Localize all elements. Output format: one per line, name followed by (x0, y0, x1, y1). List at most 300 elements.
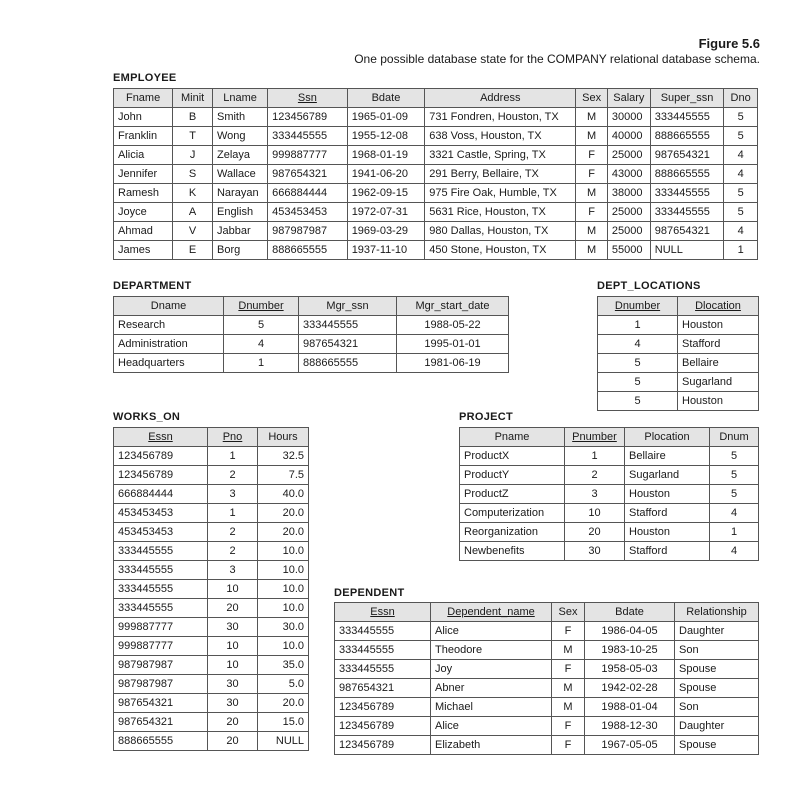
table-row (460, 447, 759, 466)
table-cell: 4 (724, 146, 758, 165)
table-cell: 1 (724, 241, 758, 260)
table-cell: M (576, 127, 608, 146)
table-cell: 999887777 (268, 146, 348, 165)
header-row (114, 297, 509, 316)
table-cell: 5.0 (258, 675, 309, 694)
table-row (335, 736, 759, 755)
column-header: Dlocation (678, 297, 759, 316)
table-row (114, 675, 309, 694)
table-cell: 1965-01-09 (347, 108, 425, 127)
table-cell: 20 (208, 599, 258, 618)
table-cell: 987654321 (268, 165, 348, 184)
table-cell: 450 Stone, Houston, TX (425, 241, 576, 260)
table-cell: K (173, 184, 213, 203)
table-row (114, 184, 758, 203)
table-cell: Joyce (114, 203, 173, 222)
table-cell: 25000 (607, 146, 650, 165)
table-cell: ProductX (460, 447, 565, 466)
table-cell: 1962-09-15 (347, 184, 425, 203)
table-cell: 333445555 (650, 203, 723, 222)
table-row (114, 485, 309, 504)
table-row (114, 599, 309, 618)
table-row (335, 679, 759, 698)
column-header: Sex (576, 89, 608, 108)
table-cell: 5 (224, 316, 299, 335)
table-cell: 1969-03-29 (347, 222, 425, 241)
table-cell: 20 (208, 732, 258, 751)
table-cell: Abner (431, 679, 552, 698)
table-cell: 333445555 (114, 561, 208, 580)
table-cell: Spouse (675, 660, 759, 679)
table-cell: Alice (431, 622, 552, 641)
dept-locations-table-title: DEPT_LOCATIONS (597, 280, 701, 292)
table-cell: 987654321 (650, 146, 723, 165)
table-cell: 10 (565, 504, 625, 523)
table-row (114, 354, 509, 373)
table-cell: M (576, 184, 608, 203)
column-header: Fname (114, 89, 173, 108)
column-header: Dname (114, 297, 224, 316)
table-cell: Spouse (675, 679, 759, 698)
table-cell: 5631 Rice, Houston, TX (425, 203, 576, 222)
column-header: Dnum (710, 428, 759, 447)
table-cell: 333445555 (335, 622, 431, 641)
table-cell: 3 (208, 485, 258, 504)
table-cell: 1 (565, 447, 625, 466)
table-cell: Daughter (675, 717, 759, 736)
table-row (114, 316, 509, 335)
table-cell: Ahmad (114, 222, 173, 241)
table-cell: Research (114, 316, 224, 335)
table-cell: 7.5 (258, 466, 309, 485)
table-cell: E (173, 241, 213, 260)
table-cell: 43000 (607, 165, 650, 184)
table-cell: 4 (724, 165, 758, 184)
table-cell: 15.0 (258, 713, 309, 732)
table-cell: 5 (724, 127, 758, 146)
table-cell: 1968-01-19 (347, 146, 425, 165)
table-row (114, 447, 309, 466)
table-cell: 10 (208, 637, 258, 656)
column-header: Dnumber (224, 297, 299, 316)
column-header: Ssn (268, 89, 348, 108)
table-row (598, 392, 759, 411)
table-row (114, 146, 758, 165)
table-row (335, 641, 759, 660)
table-cell: 123456789 (114, 466, 208, 485)
table-cell: 5 (598, 354, 678, 373)
table-row (335, 660, 759, 679)
table-cell: 975 Fire Oak, Humble, TX (425, 184, 576, 203)
column-header: Pnumber (565, 428, 625, 447)
table-cell: A (173, 203, 213, 222)
table-cell: 38000 (607, 184, 650, 203)
table-cell: 3321 Castle, Spring, TX (425, 146, 576, 165)
table-cell: Reorganization (460, 523, 565, 542)
table-cell: 5 (724, 203, 758, 222)
header-row (114, 89, 758, 108)
department-table (113, 296, 509, 373)
table-cell: 2 (565, 466, 625, 485)
column-header: Bdate (585, 603, 675, 622)
table-cell: 333445555 (650, 184, 723, 203)
column-header: Essn (114, 428, 208, 447)
table-cell: 123456789 (335, 736, 431, 755)
table-row (460, 523, 759, 542)
table-cell: Administration (114, 335, 224, 354)
table-cell: 5 (724, 108, 758, 127)
table-cell: Michael (431, 698, 552, 717)
table-cell: Son (675, 641, 759, 660)
table-cell: 10 (208, 580, 258, 599)
table-cell: 666884444 (268, 184, 348, 203)
column-header: Dependent_name (431, 603, 552, 622)
column-header: Super_ssn (650, 89, 723, 108)
table-cell: 333445555 (335, 641, 431, 660)
table-cell: 987654321 (335, 679, 431, 698)
table-cell: 20 (208, 713, 258, 732)
table-cell: 291 Berry, Bellaire, TX (425, 165, 576, 184)
table-cell: 10 (208, 656, 258, 675)
table-cell: 1955-12-08 (347, 127, 425, 146)
table-cell: 32.5 (258, 447, 309, 466)
table-cell: Newbenefits (460, 542, 565, 561)
table-cell: J (173, 146, 213, 165)
project-table (459, 427, 759, 561)
table-cell: F (552, 660, 585, 679)
header-row (598, 297, 759, 316)
table-cell: 1941-06-20 (347, 165, 425, 184)
table-cell: Wong (212, 127, 267, 146)
table-row (114, 504, 309, 523)
table-cell: 4 (224, 335, 299, 354)
table-row (335, 698, 759, 717)
table-row (598, 316, 759, 335)
table-cell: 888665555 (268, 241, 348, 260)
table-cell: Alice (431, 717, 552, 736)
table-cell: 453453453 (268, 203, 348, 222)
table-cell: M (576, 108, 608, 127)
table-cell: Borg (212, 241, 267, 260)
table-cell: Son (675, 698, 759, 717)
table-cell: 5 (598, 392, 678, 411)
table-row (114, 732, 309, 751)
department-table-title: DEPARTMENT (113, 280, 192, 292)
table-cell: Joy (431, 660, 552, 679)
dependent-table (334, 602, 759, 755)
table-cell: Franklin (114, 127, 173, 146)
table-cell: 30 (208, 694, 258, 713)
table-cell: Computerization (460, 504, 565, 523)
column-header: Mgr_ssn (299, 297, 397, 316)
table-cell: 987987987 (114, 656, 208, 675)
table-cell: 987654321 (299, 335, 397, 354)
table-cell: Ramesh (114, 184, 173, 203)
table-cell: 666884444 (114, 485, 208, 504)
table-cell: S (173, 165, 213, 184)
table-cell: Stafford (678, 335, 759, 354)
project-table-title: PROJECT (459, 411, 514, 423)
table-cell: 123456789 (268, 108, 348, 127)
figure-label: Figure 5.6 (698, 36, 760, 51)
table-cell: 10.0 (258, 580, 309, 599)
table-cell: 453453453 (114, 523, 208, 542)
table-cell: Houston (625, 485, 710, 504)
table-cell: 1988-12-30 (585, 717, 675, 736)
table-cell: 2 (208, 523, 258, 542)
table-cell: ProductY (460, 466, 565, 485)
table-cell: M (552, 698, 585, 717)
table-cell: 333445555 (268, 127, 348, 146)
table-cell: 123456789 (335, 698, 431, 717)
table-cell: 1983-10-25 (585, 641, 675, 660)
table-cell: 333445555 (114, 580, 208, 599)
table-row (114, 542, 309, 561)
table-cell: 4 (710, 542, 759, 561)
header-row (335, 603, 759, 622)
table-cell: 1988-05-22 (397, 316, 509, 335)
table-cell: Jabbar (212, 222, 267, 241)
table-cell: 5 (710, 485, 759, 504)
table-cell: F (552, 736, 585, 755)
table-cell: Houston (678, 316, 759, 335)
table-cell: 10.0 (258, 637, 309, 656)
table-cell: 1 (598, 316, 678, 335)
table-cell: James (114, 241, 173, 260)
table-cell: 2 (208, 466, 258, 485)
table-row (114, 656, 309, 675)
table-cell: F (576, 146, 608, 165)
column-header: Dnumber (598, 297, 678, 316)
table-row (114, 108, 758, 127)
table-cell: 888665555 (650, 165, 723, 184)
table-cell: 1995-01-01 (397, 335, 509, 354)
table-cell: 10.0 (258, 599, 309, 618)
table-row (114, 580, 309, 599)
column-header: Minit (173, 89, 213, 108)
table-cell: 10.0 (258, 561, 309, 580)
header-row (114, 428, 309, 447)
table-row (460, 504, 759, 523)
table-cell: 333445555 (335, 660, 431, 679)
table-cell: Stafford (625, 542, 710, 561)
dependent-table-title: DEPENDENT (334, 587, 405, 599)
table-cell: Jennifer (114, 165, 173, 184)
table-cell: 1 (208, 504, 258, 523)
table-cell: Daughter (675, 622, 759, 641)
column-header: Plocation (625, 428, 710, 447)
table-cell: Bellaire (625, 447, 710, 466)
table-cell: 20.0 (258, 523, 309, 542)
column-header: Relationship (675, 603, 759, 622)
table-cell: T (173, 127, 213, 146)
column-header: Essn (335, 603, 431, 622)
table-cell: 40.0 (258, 485, 309, 504)
table-cell: M (552, 641, 585, 660)
table-cell: 123456789 (114, 447, 208, 466)
column-header: Dno (724, 89, 758, 108)
table-cell: 4 (724, 222, 758, 241)
table-cell: 1 (710, 523, 759, 542)
table-cell: 40000 (607, 127, 650, 146)
table-cell: 980 Dallas, Houston, TX (425, 222, 576, 241)
table-cell: English (212, 203, 267, 222)
table-cell: 1988-01-04 (585, 698, 675, 717)
table-cell: 3 (208, 561, 258, 580)
table-cell: 1 (208, 447, 258, 466)
table-row (460, 466, 759, 485)
dept-locations-table (597, 296, 759, 411)
table-cell: 1981-06-19 (397, 354, 509, 373)
table-cell: M (576, 241, 608, 260)
table-row (114, 222, 758, 241)
table-cell: Elizabeth (431, 736, 552, 755)
table-row (598, 354, 759, 373)
table-cell: 987987987 (114, 675, 208, 694)
column-header: Pno (208, 428, 258, 447)
table-cell: 30.0 (258, 618, 309, 637)
table-cell: 987654321 (650, 222, 723, 241)
table-cell: ProductZ (460, 485, 565, 504)
table-cell: F (576, 203, 608, 222)
column-header: Address (425, 89, 576, 108)
table-cell: 987654321 (114, 694, 208, 713)
table-cell: 30 (565, 542, 625, 561)
table-cell: 2 (208, 542, 258, 561)
table-cell: B (173, 108, 213, 127)
table-cell: 999887777 (114, 618, 208, 637)
table-cell: 35.0 (258, 656, 309, 675)
column-header: Bdate (347, 89, 425, 108)
table-cell: 55000 (607, 241, 650, 260)
table-cell: Houston (678, 392, 759, 411)
table-cell: 731 Fondren, Houston, TX (425, 108, 576, 127)
table-cell: 30 (208, 675, 258, 694)
table-cell: 333445555 (114, 599, 208, 618)
table-row (335, 717, 759, 736)
table-cell: 987654321 (114, 713, 208, 732)
table-cell: 888665555 (299, 354, 397, 373)
table-cell: Zelaya (212, 146, 267, 165)
works-on-table-title: WORKS_ON (113, 411, 181, 423)
table-cell: 4 (710, 504, 759, 523)
table-cell: Theodore (431, 641, 552, 660)
table-cell: 10.0 (258, 542, 309, 561)
table-cell: 30 (208, 618, 258, 637)
table-cell: John (114, 108, 173, 127)
table-cell: 5 (710, 466, 759, 485)
table-row (114, 561, 309, 580)
table-cell: 4 (598, 335, 678, 354)
table-cell: 888665555 (114, 732, 208, 751)
table-cell: Spouse (675, 736, 759, 755)
table-row (114, 127, 758, 146)
table-cell: 20.0 (258, 694, 309, 713)
figure-caption: One possible database state for the COMPANY relational database schema. (354, 52, 760, 66)
table-row (114, 694, 309, 713)
table-cell: NULL (650, 241, 723, 260)
table-cell: Smith (212, 108, 267, 127)
table-cell: 5 (724, 184, 758, 203)
table-cell: Bellaire (678, 354, 759, 373)
column-header: Mgr_start_date (397, 297, 509, 316)
table-cell: V (173, 222, 213, 241)
table-cell: Sugarland (625, 466, 710, 485)
table-row (335, 622, 759, 641)
table-cell: 987987987 (268, 222, 348, 241)
table-row (460, 485, 759, 504)
column-header: Pname (460, 428, 565, 447)
table-row (114, 335, 509, 354)
column-header: Salary (607, 89, 650, 108)
table-cell: 1937-11-10 (347, 241, 425, 260)
table-cell: M (552, 679, 585, 698)
table-cell: 20.0 (258, 504, 309, 523)
table-cell: 1958-05-03 (585, 660, 675, 679)
table-cell: 453453453 (114, 504, 208, 523)
table-row (114, 618, 309, 637)
column-header: Hours (258, 428, 309, 447)
table-cell: 333445555 (299, 316, 397, 335)
table-row (114, 713, 309, 732)
table-cell: F (552, 717, 585, 736)
table-cell: 1986-04-05 (585, 622, 675, 641)
table-row (114, 523, 309, 542)
table-row (598, 373, 759, 392)
works-on-table (113, 427, 309, 751)
table-row (114, 466, 309, 485)
table-cell: 20 (565, 523, 625, 542)
table-cell: Alicia (114, 146, 173, 165)
table-cell: 1942-02-28 (585, 679, 675, 698)
table-cell: 1967-05-05 (585, 736, 675, 755)
table-cell: 638 Voss, Houston, TX (425, 127, 576, 146)
table-cell: 123456789 (335, 717, 431, 736)
table-cell: 999887777 (114, 637, 208, 656)
table-row (114, 203, 758, 222)
header-row (460, 428, 759, 447)
table-cell: 5 (710, 447, 759, 466)
table-row (114, 637, 309, 656)
table-cell: F (576, 165, 608, 184)
table-cell: 30000 (607, 108, 650, 127)
table-cell: 25000 (607, 222, 650, 241)
table-cell: 3 (565, 485, 625, 504)
table-cell: 888665555 (650, 127, 723, 146)
table-cell: Wallace (212, 165, 267, 184)
table-row (598, 335, 759, 354)
table-cell: 1 (224, 354, 299, 373)
table-cell: Houston (625, 523, 710, 542)
table-row (460, 542, 759, 561)
table-cell: 1972-07-31 (347, 203, 425, 222)
table-cell: M (576, 222, 608, 241)
table-cell: Sugarland (678, 373, 759, 392)
table-cell: Stafford (625, 504, 710, 523)
table-cell: Narayan (212, 184, 267, 203)
column-header: Sex (552, 603, 585, 622)
table-row (114, 241, 758, 260)
table-cell: 333445555 (650, 108, 723, 127)
table-cell: 25000 (607, 203, 650, 222)
table-cell: NULL (258, 732, 309, 751)
table-row (114, 165, 758, 184)
employee-table-title: EMPLOYEE (113, 72, 177, 84)
column-header: Lname (212, 89, 267, 108)
table-cell: F (552, 622, 585, 641)
table-cell: 333445555 (114, 542, 208, 561)
employee-table (113, 88, 758, 260)
